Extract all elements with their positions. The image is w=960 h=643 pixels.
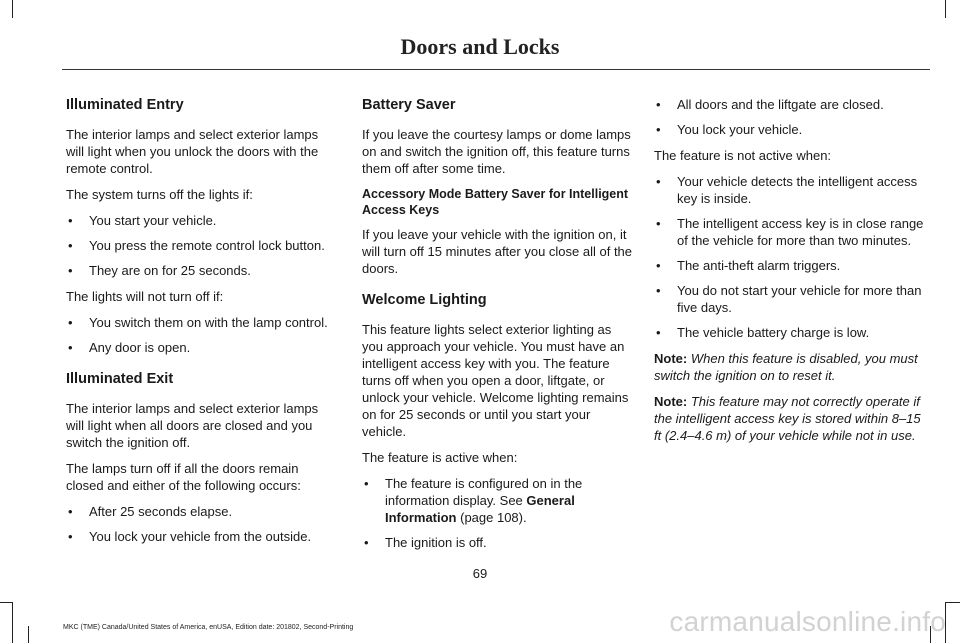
note-2: Note: This feature may not correctly operate if the intelligent access key is stored within 8–15 ft (2.4–4.6 m) of your vehicle while not in use.: [654, 394, 921, 443]
column-2: [362, 96, 634, 560]
page-header-title: Doors and Locks: [400, 34, 560, 59]
crop-mark-bottom-left-h: [0, 602, 13, 603]
list-item: • Your vehicle detects the intelligent access key is inside.: [656, 174, 918, 206]
list-item: • You press the remote control lock button.: [68, 238, 325, 253]
list-item: • The vehicle battery charge is low.: [656, 325, 870, 340]
paragraph-welcome-lighting: This feature lights select exterior lighting as you approach your vehicle. You must have an intelligent access key with you. The feature turns off when you open a door, liftgate, or unlock your vehicle. Welcome lighting remains on for 25 seconds or until you start your vehicle.: [362, 322, 629, 439]
crop-mark-bottom-right-h: [945, 602, 960, 603]
list-item: • The intelligent access key is in close range of the vehicle for more than two minutes.: [656, 216, 924, 248]
header-rule: [62, 69, 930, 70]
list-item: • They are on for 25 seconds.: [68, 263, 251, 278]
list-item: • You lock your vehicle.: [656, 122, 803, 137]
heading-illuminated-entry: Illuminated Entry: [66, 97, 184, 113]
list-off-if: [66, 212, 338, 279]
paragraph-not-active-when: The feature is not active when:: [654, 148, 832, 163]
list-not-active-when: [654, 173, 926, 341]
list-item: • The anti-theft alarm triggers.: [656, 258, 841, 273]
column-3: [654, 96, 926, 453]
crop-mark-top-left: [12, 0, 13, 18]
paragraph-battery-saver: If you leave the courtesy lamps or dome lamps on and switch the ignition off, this feature turns them off after some time.: [362, 127, 631, 176]
crop-mark-top-right: [945, 0, 946, 18]
list-item: • You start your vehicle.: [68, 213, 217, 228]
list-item: • You do not start your vehicle for more than five days.: [656, 283, 922, 315]
column-1: [66, 96, 338, 554]
heading-illuminated-exit: Illuminated Exit: [66, 371, 174, 387]
page-number: 69: [472, 566, 488, 581]
list-item: • The feature is configured on in the information display. See General Information (page 108).: [364, 476, 583, 525]
list-item: • You switch them on with the lamp control.: [68, 315, 328, 330]
heading-accessory-mode: Accessory Mode Battery Saver for Intelligent Access Keys: [362, 187, 629, 217]
crop-mark-bottom-left-v: [12, 602, 13, 643]
list-item: • You lock your vehicle from the outside.: [68, 529, 312, 544]
list-lamps-off: [66, 503, 338, 545]
list-active-when: [362, 475, 634, 551]
list-item: • After 25 seconds elapse.: [68, 504, 233, 519]
list-not-off-if: [66, 314, 338, 356]
list-item: • All doors and the liftgate are closed.: [656, 97, 884, 112]
paragraph-off-if: The system turns off the lights if:: [66, 187, 253, 202]
note-1: Note: When this feature is disabled, you must switch the ignition on to reset it.: [654, 351, 918, 383]
heading-battery-saver: Battery Saver: [362, 97, 456, 113]
watermark: carmanualsonline.info: [669, 606, 946, 637]
paragraph-exit: The interior lamps and select exterior lamps will light when all doors are closed and you switch the ignition off.: [66, 401, 319, 450]
crop-mark-bottom-inner-left: [28, 626, 29, 643]
paragraph-active-when: The feature is active when:: [362, 450, 518, 465]
list-item: • The ignition is off.: [364, 535, 487, 550]
footer-edition-text: MKC (TME) Canada/United States of America, enUSA, Edition date: 201802, Second-Printing: [63, 624, 354, 631]
paragraph-lamps-off: The lamps turn off if all the doors remain closed and either of the following occurs:: [66, 461, 301, 493]
list-item: • Any door is open.: [68, 340, 191, 355]
paragraph-accessory-mode: If you leave your vehicle with the ignition on, it will turn off 15 minutes after you close all of the doors.: [362, 227, 633, 276]
heading-welcome-lighting: Welcome Lighting: [362, 292, 487, 308]
paragraph-entry: The interior lamps and select exterior lamps will light when you unlock the doors with the remote control.: [66, 127, 319, 176]
cross-reference-link[interactable]: General Information: [385, 493, 575, 525]
list-active-when-continued: [654, 96, 926, 138]
paragraph-not-off-if: The lights will not turn off if:: [66, 289, 224, 304]
